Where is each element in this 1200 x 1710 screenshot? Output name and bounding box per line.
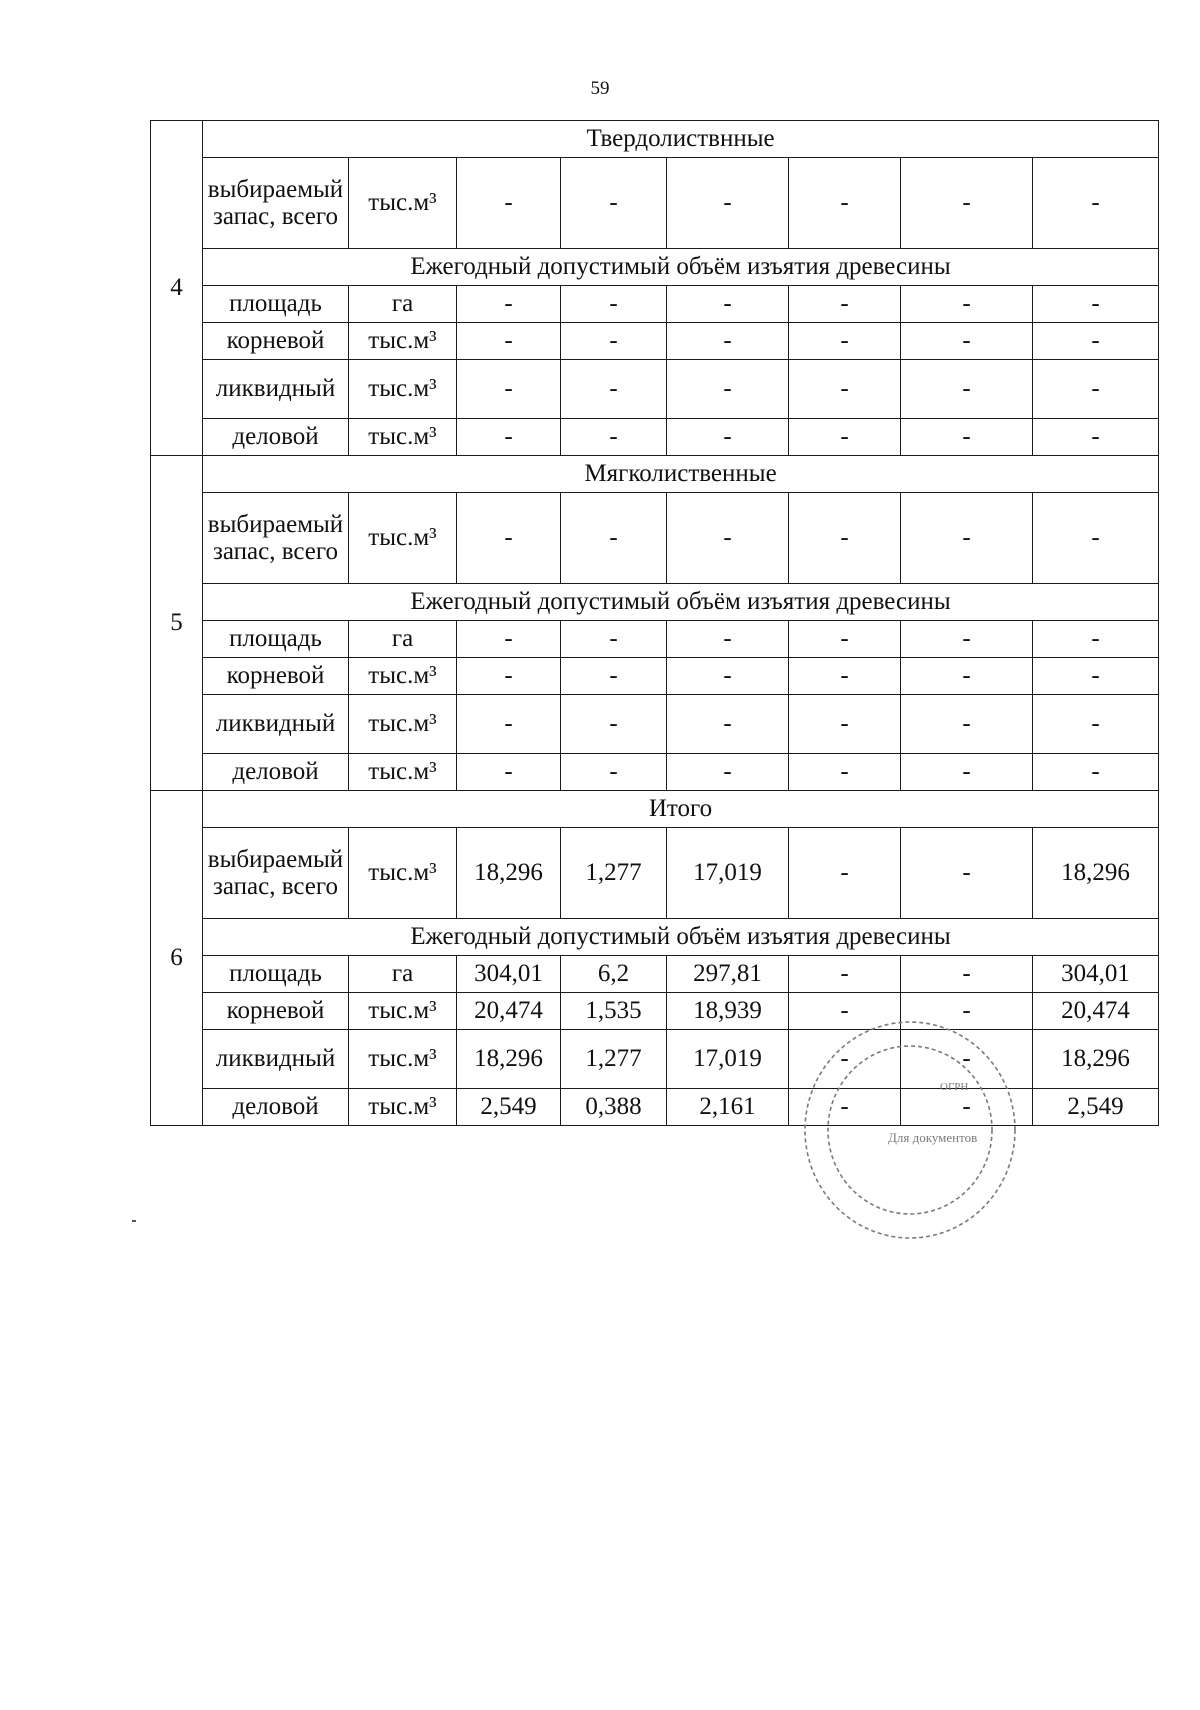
value-cell: - — [789, 419, 901, 456]
value-cell: - — [789, 1089, 901, 1126]
value-cell: 18,296 — [457, 1030, 561, 1089]
table-body — [151, 121, 1159, 1126]
row-label: корневой — [203, 323, 349, 360]
value-cell: - — [901, 828, 1033, 919]
row-label: деловой — [203, 419, 349, 456]
row-unit: тыс.м³ — [349, 360, 457, 419]
stamp-center-text: Для документов — [888, 1130, 978, 1145]
row-unit: тыс.м³ — [349, 695, 457, 754]
value-cell: - — [789, 1030, 901, 1089]
value-cell: - — [457, 286, 561, 323]
value-cell: - — [667, 621, 789, 658]
value-cell: 2,161 — [667, 1089, 789, 1126]
value-cell: - — [667, 158, 789, 249]
group-header-row — [151, 456, 1159, 493]
species-header: Твердолиствнные — [203, 121, 1159, 158]
value-cell: 17,019 — [667, 1030, 789, 1089]
row-label: корневой — [203, 658, 349, 695]
value-cell: - — [561, 754, 667, 791]
value-cell: - — [789, 754, 901, 791]
value-cell: - — [901, 1030, 1033, 1089]
value-cell: - — [1033, 754, 1159, 791]
group-number: 5 — [151, 456, 203, 791]
round-seal-stamp — [790, 1081, 1030, 1360]
value-cell: - — [789, 828, 901, 919]
value-cell: - — [1033, 286, 1159, 323]
table-row — [151, 419, 1159, 456]
table-row — [151, 1030, 1159, 1089]
value-cell: - — [789, 360, 901, 419]
value-cell: - — [789, 993, 901, 1030]
row-unit: тыс.м³ — [349, 419, 457, 456]
value-cell: - — [901, 695, 1033, 754]
value-cell: 18,296 — [457, 828, 561, 919]
value-cell: 18,296 — [1033, 828, 1159, 919]
stock-row — [151, 828, 1159, 919]
value-cell: - — [1033, 323, 1159, 360]
row-label: ликвидный — [203, 695, 349, 754]
value-cell: 20,474 — [1033, 993, 1159, 1030]
annual-volume-header: Ежегодный допустимый объём изъятия древесины — [203, 919, 1159, 956]
forest-resource-table — [150, 120, 1159, 1126]
table-row — [151, 360, 1159, 419]
value-cell: - — [561, 158, 667, 249]
row-label: ликвидный — [203, 360, 349, 419]
value-cell: - — [667, 658, 789, 695]
value-cell: - — [457, 493, 561, 584]
row-unit: тыс.м³ — [349, 158, 457, 249]
value-cell: - — [901, 754, 1033, 791]
value-cell: - — [457, 754, 561, 791]
value-cell: - — [561, 286, 667, 323]
value-cell: - — [789, 956, 901, 993]
table-row — [151, 695, 1159, 754]
row-unit: тыс.м³ — [349, 1089, 457, 1126]
row-unit: тыс.м³ — [349, 993, 457, 1030]
value-cell: - — [901, 658, 1033, 695]
table-row — [151, 286, 1159, 323]
row-unit: тыс.м³ — [349, 493, 457, 584]
value-cell: 2,549 — [457, 1089, 561, 1126]
group-number: 6 — [151, 791, 203, 1126]
table-row — [151, 993, 1159, 1030]
value-cell: - — [667, 360, 789, 419]
group-header-row — [151, 791, 1159, 828]
value-cell: - — [901, 286, 1033, 323]
value-cell: 6,2 — [561, 956, 667, 993]
value-cell: - — [789, 158, 901, 249]
value-cell: - — [561, 621, 667, 658]
value-cell: - — [901, 158, 1033, 249]
page-number: 59 — [590, 78, 610, 99]
value-cell: - — [457, 695, 561, 754]
value-cell: - — [457, 658, 561, 695]
table-row — [151, 956, 1159, 993]
value-cell: - — [789, 286, 901, 323]
table-row — [151, 754, 1159, 791]
row-unit: тыс.м³ — [349, 754, 457, 791]
value-cell: - — [901, 993, 1033, 1030]
value-cell: - — [1033, 419, 1159, 456]
margin-mark — [132, 1220, 136, 1222]
row-unit: га — [349, 621, 457, 658]
value-cell: 304,01 — [1033, 956, 1159, 993]
row-label: выбираемый запас, всего — [203, 493, 349, 584]
value-cell: - — [901, 956, 1033, 993]
annual-volume-header: Ежегодный допустимый объём изъятия древесины — [203, 249, 1159, 286]
value-cell: - — [667, 754, 789, 791]
row-unit: га — [349, 956, 457, 993]
value-cell: - — [667, 286, 789, 323]
table-row — [151, 323, 1159, 360]
value-cell: - — [1033, 621, 1159, 658]
row-unit: тыс.м³ — [349, 658, 457, 695]
value-cell: 17,019 — [667, 828, 789, 919]
value-cell: - — [1033, 158, 1159, 249]
value-cell: - — [561, 658, 667, 695]
row-label: выбираемый запас, всего — [203, 158, 349, 249]
value-cell: - — [561, 323, 667, 360]
value-cell: 1,277 — [561, 1030, 667, 1089]
value-cell: 1,277 — [561, 828, 667, 919]
value-cell: - — [457, 323, 561, 360]
group-number: 4 — [151, 121, 203, 456]
group-header-row — [151, 121, 1159, 158]
value-cell: - — [789, 323, 901, 360]
value-cell: - — [457, 419, 561, 456]
table-row — [151, 1089, 1159, 1126]
annual-header-row — [151, 584, 1159, 621]
value-cell: - — [561, 419, 667, 456]
value-cell: - — [901, 323, 1033, 360]
value-cell: - — [901, 1089, 1033, 1126]
stamp-ring-text: ОГРН — [940, 1081, 969, 1093]
annual-volume-header: Ежегодный допустимый объём изъятия древесины — [203, 584, 1159, 621]
value-cell: - — [1033, 360, 1159, 419]
species-header: Мягколиственные — [203, 456, 1159, 493]
value-cell: - — [789, 695, 901, 754]
value-cell: - — [901, 360, 1033, 419]
stock-row — [151, 158, 1159, 249]
value-cell: - — [561, 493, 667, 584]
value-cell: - — [1033, 695, 1159, 754]
row-unit: тыс.м³ — [349, 1030, 457, 1089]
value-cell: 297,81 — [667, 956, 789, 993]
value-cell: - — [667, 419, 789, 456]
value-cell: - — [561, 360, 667, 419]
annual-header-row — [151, 919, 1159, 956]
value-cell: 18,296 — [1033, 1030, 1159, 1089]
value-cell: 20,474 — [457, 993, 561, 1030]
value-cell: - — [667, 493, 789, 584]
row-unit: тыс.м³ — [349, 828, 457, 919]
table-row — [151, 658, 1159, 695]
table-row — [151, 621, 1159, 658]
row-label: площадь — [203, 956, 349, 993]
value-cell: - — [667, 695, 789, 754]
row-unit: тыс.м³ — [349, 323, 457, 360]
row-label: площадь — [203, 286, 349, 323]
row-label: деловой — [203, 1089, 349, 1126]
value-cell: - — [789, 658, 901, 695]
value-cell: - — [1033, 493, 1159, 584]
annual-header-row — [151, 249, 1159, 286]
value-cell: - — [789, 621, 901, 658]
value-cell: - — [667, 323, 789, 360]
value-cell: 0,388 — [561, 1089, 667, 1126]
value-cell: - — [901, 419, 1033, 456]
value-cell: - — [901, 493, 1033, 584]
value-cell: - — [901, 621, 1033, 658]
value-cell: 1,535 — [561, 993, 667, 1030]
row-label: корневой — [203, 993, 349, 1030]
row-label: деловой — [203, 754, 349, 791]
value-cell: - — [789, 493, 901, 584]
stock-row — [151, 493, 1159, 584]
row-label: ликвидный — [203, 1030, 349, 1089]
value-cell: 304,01 — [457, 956, 561, 993]
row-unit: га — [349, 286, 457, 323]
value-cell: - — [457, 621, 561, 658]
row-label: площадь — [203, 621, 349, 658]
value-cell: - — [457, 158, 561, 249]
value-cell: - — [561, 695, 667, 754]
species-header: Итого — [203, 791, 1159, 828]
value-cell: - — [457, 360, 561, 419]
row-label: выбираемый запас, всего — [203, 828, 349, 919]
value-cell: 2,549 — [1033, 1089, 1159, 1126]
value-cell: - — [1033, 658, 1159, 695]
value-cell: 18,939 — [667, 993, 789, 1030]
